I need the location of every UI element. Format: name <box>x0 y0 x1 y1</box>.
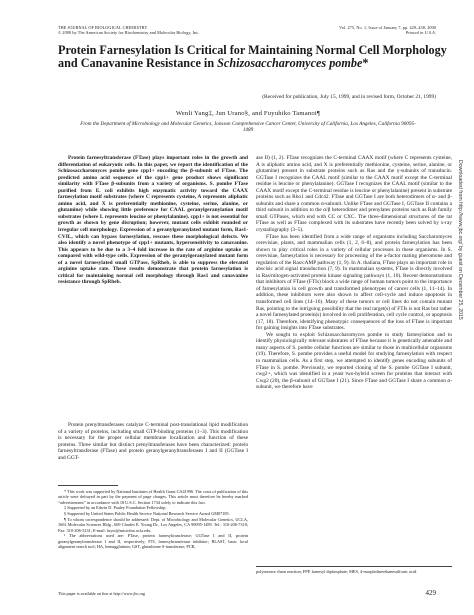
body-paragraph: ase II) (1, 2). FTase recognizes the C-terminal CAAX motif (where C represents cysteine, A is aliphatic amino acid, and X is preferentially methionine, cysteine, serine, alanine, or glutamine) present in substrate proteins such as Ras and the γ-subunits of transducin. GGTase I recognizes the CAAL motif (similar to the CAAX motif except the C-terminal residue is leucine or phenylalanine). GGTase I recognizes the CAAL motif (similar to the CAAX motif except the C-terminal residue is leucine or phenylalanine) present in substrate proteins such as Rho1 and Cdc42. FTase and GGTase I are both heterodimers of α- and β-subunits and share a common α-subunit. Unlike FTase and GGTase I, GGTase II contains a third subunit in addition to the α/β heterodimer and prenylates proteins such as Rab family small GTPases, which end with CC or CXC. The three-dimensional structures of the rat FTase as well as FTase complexed with its substrates have recently been solved by x-ray crystallography (3–5). <box>256 155 452 234</box>
article-title <box>58 44 448 71</box>
intro-paragraph: Protein prenyltransferases catalyze C-terminal post-translational lipid modification of a variety of proteins, including small GTP-binding proteins (1–3). This modification is necessary for the proper cellular membrane localization and function of these proteins. Three similar but distinct prenyltransferases have been characterized: protein farnesyltransferase (FTase) and protein geranylgeranyltransferases I and II (GGTase I and GGT- <box>58 422 248 461</box>
introduction <box>58 422 248 461</box>
journal-header <box>58 25 199 36</box>
copyright-line: © 2000 by The American Society for Biochemistry and Molecular Biology, Inc. <box>58 30 200 36</box>
title-main: Protein Farnesylation Is Critical for Maintaining Normal Cell Morphology and Canavanine Resistance in <box>58 43 447 71</box>
volume-line: Vol. 275, No. 1, Issue of January 7, pp. 429–438, 2000 <box>339 25 436 30</box>
footnote-divider-right <box>256 566 452 567</box>
footnote-award: § Supported by United States Public Health Service National Research Service Award GM07185. <box>64 511 230 517</box>
title-footnote-mark: * <box>362 56 369 71</box>
journal-name: THE JOURNAL OF BIOLOGICAL CHEMISTRY <box>58 25 148 30</box>
footnotes <box>58 489 248 550</box>
page-number: 429 <box>425 589 436 597</box>
right-column <box>256 155 452 391</box>
availability-note: This paper is available on line at http://www.jbc.org <box>58 591 145 596</box>
affiliation: From the Department of Microbiology and Molecular Genetics, Jonsson Comprehensive Cancer Center, University of California, Los Angeles, California 90095-1489 <box>80 121 416 134</box>
footnote-funding: * This work was supported by National Institutes of Health Grant CA41996. The costs of publication of this article were defrayed in part by the payment of page charges. This article must therefore be hereby marked “advertisement” in accordance with 18 U.S.C. Section 1734 solely to indicate this fact. <box>58 489 248 505</box>
abstract <box>58 155 248 286</box>
body-paragraph: We sought to exploit Schizosaccharomyces pombe to study farnesylation and to identify physiologically relevant substrates of FTase because it is genetically amenable and many aspects of S. pombe cellular functions are similar to those in multicellular organisms (19). Therefore, S. pombe provides a useful model for studying farnesylation with respect to mammalian cells. As a first step, we attempted to identify genes encoding subunits of FTase in S. pombe. Previously, we reported cloning of the S. pombe GGTase I subunit, cwg2+, which was identified in a yeast two-hybrid screen for proteins that interact with Cwg2 (20), the β-subunit of GGTase I (21). Since FTase and GGTase I share a common α-subunit, we therefore have <box>256 331 452 391</box>
footnote-correspondence: ¶ To whom correspondence should be addressed: Dept. of Microbiology and Molecular Genetics, UCLA, 1602 Molecular Sciences Bldg., 609 Charles E. Young Dr., Los Angeles, CA 90095-1489. Tel.: 310-206-7318; Fax: 310-206-5231; E-mail: fuyut@microbio.ucla.edu. <box>58 517 248 533</box>
abstract-text: Protein farnesyltransferase (FTase) plays important roles in the growth and differentiation of eukaryotic cells. In this paper, we report the identification of the Schizosaccharomyces pombe gene cpp1+ encoding the β-subunit of FTase. The predicted amino acid sequence of the cpp1+ gene product shows significant similarity with FTase β-subunits from a variety of organisms. S. pombe FTase purified from E. coli exhibits high enzymatic activity toward the CAAX farnesylation motif substrates (where C represents cysteine, A represents aliphatic amino acid, and X is preferentially methionine, cysteine, serine, alanine, or glutamine) while showing little preference for CAAL geranylgeranylation motif substrates (where L represents leucine or phenylalanine). cpp1+ is not essential for growth as shown by gene disruption; however, mutant cells exhibit rounded or irregular cell morphology. Expression of a geranylgeranylated mutant form, Ras1-CVIL, which can bypass farnesylation, rescues these morphological defects. We also identify a novel phenotype of cpp1+ mutants, hypersensitivity to canavanine. This appears to be due to a 3–4 fold increase in the rate of arginine uptake as compared with wild-type cells. Expression of the geranylgeranylated mutant form of a novel farnesylated small GTPase, SpRheb, is able to suppress the elevated arginine uptake rate. These results demonstrate that protein farnesylation is critical for maintaining normal cell morphology through Ras1 and canavanine resistance through SpRheb. <box>58 155 248 286</box>
footnote-fellowship: ‡ Supported by an Edwin D. Pauley Foundation Fellowship. <box>64 505 167 511</box>
download-watermark: Downloaded from http://www.jbc.org/ by guest on December 25, 2015 <box>457 160 463 320</box>
body-paragraph: FTase has been identified from a wide range of organisms including Saccharomyces cerevisiae, plants, and mammalian cells (1, 2, 6–8), and protein farnesylation has been shown to play critical roles in a variety of cellular processes in these organisms. In S. cerevisiae, farnesylation is necessary for processing of the a-factor mating pheromone and regulation of the Ras/cAMP pathway (1, 9). In A. thaliana, FTase plays an important role in abscisic acid signal transduction (7, 9). In mammalian systems, FTase is directly involved in Ras/mitogen-activated protein kinase signaling pathways (1, 10). Recent demonstrations that inhibitors of FTase (FTIs) block a wide range of human tumors point to the importance of farnesylation in cell growth and transformed phenotypes of cancer cells (1, 11–14). In addition, these inhibitors were also shown to affect cell-cycle and induce apoptosis in transformed cell lines (14–16). Many of these tumors or cell lines do not contain mutant Ras, pointing to the intriguing possibility that the real target(s) of FTIs is not Ras but rather a novel farnesylated protein(s) involved in cell proliferation, cell cycle control, or apoptosis (17, 18). Therefore, identifying phenotypic consequences of the loss of FTase is important for gaining insights into FTase substrates. <box>256 233 452 332</box>
footnote-abbreviations-cont: polymerase chain reaction; FPP, farnesyl diphosphate; MES, 4-morpholineethanesulfonic acid. <box>256 569 418 574</box>
issue-header <box>339 25 436 36</box>
footnote-divider <box>58 485 118 486</box>
author-list: Wenli Yang‡, Jun Urano§, and Fuyuhiko Tamanoi¶ <box>175 110 321 117</box>
received-dates: (Received for publication, July 15, 1999, and in revised form, October 21, 1999) <box>262 94 436 100</box>
printed-line: Printed in U.S.A. <box>405 30 436 36</box>
footnote-abbreviations: ¹ The abbreviations used are: FTase, protein farnesyltransferase; GGTase I and II, protein geranylgeranyltransferase I and II, respectively; FTI, farnesyltransferase inhibitor; BLAST, basic local alignment search tool; HA, hemagglutinin; GST, glutathione S-transferase; PCR, <box>58 533 248 549</box>
title-species: Schizosaccharomyces pombe <box>217 56 363 71</box>
footnote-continuation <box>256 569 452 574</box>
